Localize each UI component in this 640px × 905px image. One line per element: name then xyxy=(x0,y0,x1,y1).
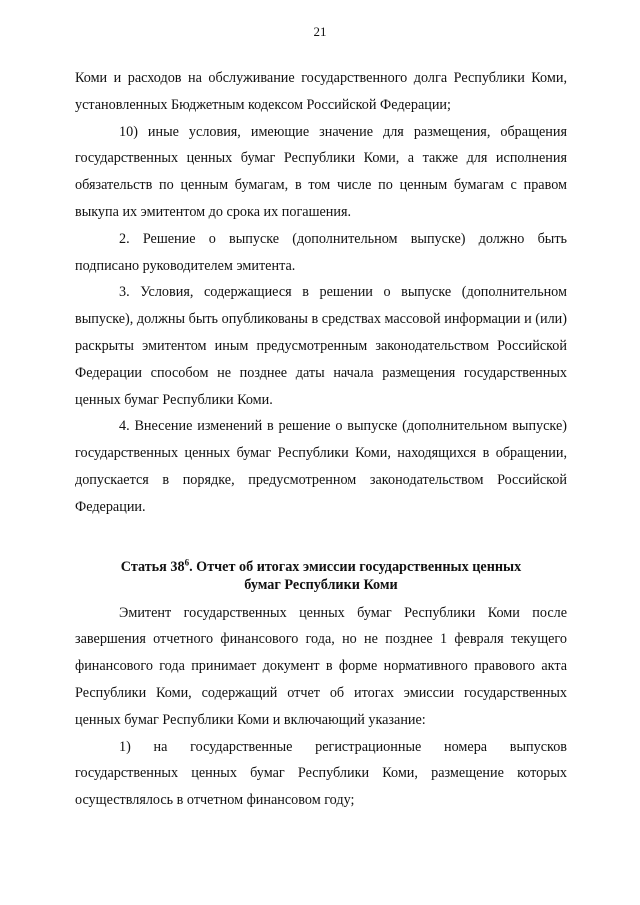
paragraph-continuation: Коми и расходов на обслуживание государственного долга Республики Коми, установленных Бюджетным кодексом Российской Федерации; xyxy=(75,70,567,113)
article-heading xyxy=(75,558,567,594)
paragraph-article-body: Эмитент государственных ценных бумаг Республики Коми после завершения отчетного финансового года, но не позднее 1 февраля текущего финансового года принимает документ в форме нормативного правового акта Республики Коми, содержащий отчет об итогах эмиссии государственных ценных бумаг Республики Коми и включающий указание: xyxy=(75,604,567,728)
paragraph-clause-4: 4. Внесение изменений в решение о выпуске (дополнительном выпуске) государственных ценных бумаг Республики Коми, находящихся в обращении, допускается в порядке, предусмотренном законодательством Российской Федерации. xyxy=(75,418,567,515)
article-heading-title-line2: бумаг Республики Коми xyxy=(244,576,398,593)
paragraph-item-1: 1) на государственные регистрационные номера выпусков государственных ценных бумаг Республики Коми, размещение которых осуществлялось в отчетном финансовом году; xyxy=(75,738,567,809)
article-heading-prefix: Статья 38 xyxy=(120,558,185,575)
article-heading-superscript: 6 xyxy=(184,556,190,567)
article-heading-title-line1: . Отчет об итогах эмиссии государственных ценных xyxy=(189,558,522,575)
paragraph-clause-3: 3. Условия, содержащиеся в решении о выпуске (дополнительном выпуске), должны быть опубликованы в средствах массовой информации и (или) раскрыты эмитентом иным предусмотренным законодательством Российской Федерации способом не позднее даты начала размещения государственных ценных бумаг Республики Коми. xyxy=(75,284,567,408)
document-body xyxy=(75,65,567,814)
page-number: 21 xyxy=(313,24,327,39)
paragraph-item-10: 10) иные условия, имеющие значение для размещения, обращения государственных ценных бумаг Республики Коми, а также для исполнения обязательств по ценным бумагам, в том числе по ценным бумагам с правом выкупа их эмитентом до срока их погашения. xyxy=(75,123,567,220)
paragraph-clause-2: 2. Решение о выпуске (дополнительном выпуске) должно быть подписано руководителем эмитента. xyxy=(75,230,567,274)
